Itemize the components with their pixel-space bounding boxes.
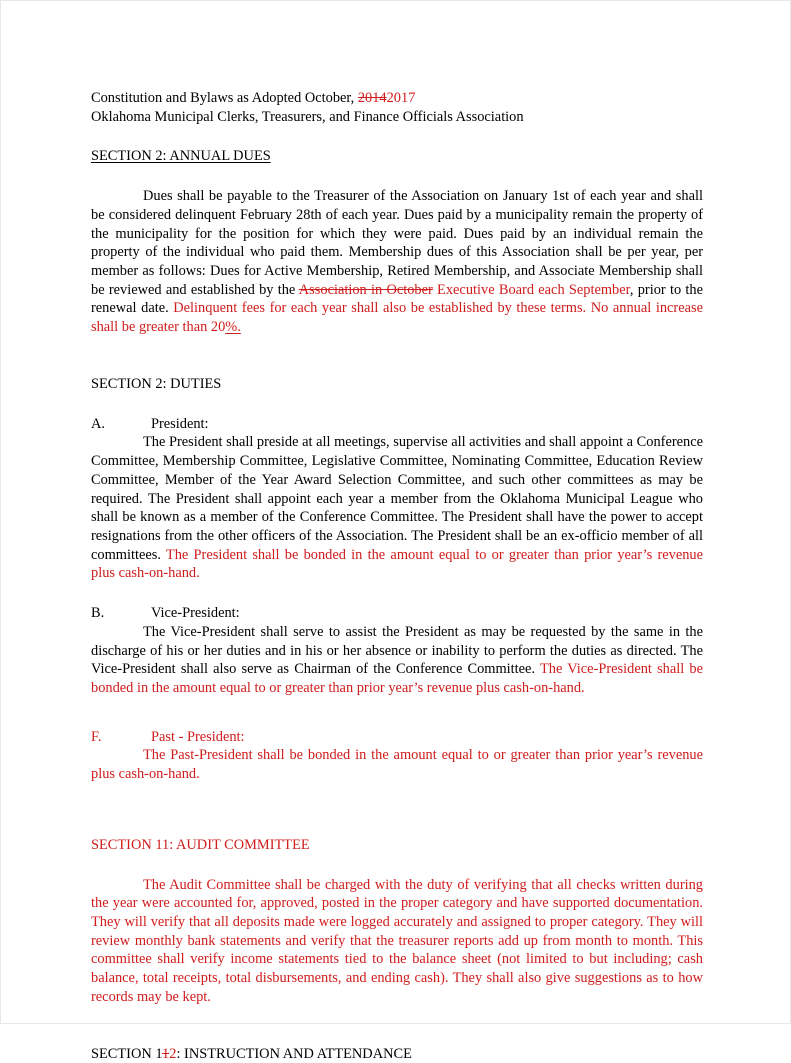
- document-header-line-1: [91, 89, 703, 108]
- duties-item-president-label: [91, 415, 703, 434]
- annual-dues-inserted-text: Executive Board each September: [432, 281, 630, 298]
- paragraph-past-president: [91, 746, 703, 783]
- heading-audit-committee-text: SECTION 11: AUDIT COMMITTEE: [91, 836, 310, 853]
- paragraph-president: [91, 433, 703, 583]
- spacer: [91, 822, 703, 836]
- spacer: [91, 1007, 703, 1045]
- heading-audit-committee: [91, 836, 703, 855]
- instruction-inserted-digit: 2: [169, 1045, 177, 1062]
- spacer: [91, 784, 703, 822]
- heading-instruction-attendance: [91, 1045, 703, 1063]
- heading-duties: SECTION 2: DUTIES: [91, 375, 222, 392]
- past-president-body-red: The Past-President shall be bonded in the amount equal to or greater than prior year’s revenue plus cash-on-hand.: [91, 747, 703, 783]
- spacer: [91, 166, 703, 187]
- item-letter: F.: [91, 728, 102, 745]
- spacer: [91, 855, 703, 876]
- president-body-black: The President shall preside at all meetings, supervise all activities and shall appoint a Conference Committee, Membership Committee, Legislative Committee, Nominating Committee, Education Review Committee, Member of the Year Award Selection Committee, and such other committees as may be required. The President shall appoint each year a member from the Oklahoma Municipal League who shall be known as a member of the Conference Committee. The President shall have the power to accept resignations from the other officers of the Association. The President shall be an ex-officio member of all committees.: [91, 434, 703, 563]
- paragraph-annual-dues: [91, 187, 703, 337]
- spacer: [91, 126, 703, 147]
- instruction-deleted-digit: 1: [162, 1045, 170, 1062]
- duties-item-past-president-label: [91, 728, 703, 747]
- spacer: [91, 698, 703, 728]
- annual-dues-deleted-text: Association in October: [298, 281, 433, 298]
- spacer: [91, 337, 703, 375]
- spacer: [91, 583, 703, 604]
- document-header-line-2: Oklahoma Municipal Clerks, Treasurers, and Finance Officials Association: [91, 108, 524, 125]
- instruction-heading-suffix: : INSTRUCTION AND ATTENDANCE: [176, 1045, 412, 1062]
- document-body: [91, 89, 703, 1063]
- duties-item-vice-president-label: [91, 604, 703, 623]
- item-title: Past - President:: [151, 728, 245, 745]
- annual-dues-body-part-2: , prior to the renewal date.: [91, 281, 704, 317]
- annual-dues-inserted-text-2: Delinquent fees for each year shall also be established by these terms. No annual increase shall be greater than 20: [91, 300, 703, 336]
- item-letter: A.: [91, 415, 105, 432]
- item-title: Vice-President:: [151, 605, 240, 622]
- item-title: President:: [151, 415, 209, 432]
- vice-president-body-red: The Vice-President shall be bonded in the amount equal to or greater than prior year’s revenue plus cash-on-hand.: [91, 661, 703, 696]
- president-body-red: The President shall be bonded in the amount equal to or greater than prior year’s revenue plus cash-on-hand.: [91, 546, 703, 582]
- spacer: [91, 394, 703, 415]
- paragraph-vice-president: [91, 623, 703, 698]
- instruction-heading-prefix: SECTION 1: [91, 1045, 163, 1062]
- item-letter: B.: [91, 605, 105, 622]
- annual-dues-body-part-1: Dues shall be payable to the Treasurer of the Association on January 1st of each year and shall be considered delinquent February 28th of each year. Dues paid by a municipality remain the property of the municipality for the position for which they were paid. Dues paid by an individual remain the property of the individual who paid them. Membership dues of this Association shall be per year, per member as follows: Dues for Active Membership, Retired Membership, and Associate Membership shall be reviewed and established by the: [91, 188, 703, 298]
- audit-committee-body: The Audit Committee shall be charged with the duty of verifying that all checks written during the year were accounted for, approved, posted in the proper category and have supported documentation. They will verify that all deposits made were logged accurately and assigned to proper category. They will review monthly bank statements and verify that the treasurer reports add up from month to month. This committee shall verify income statements tied to the balance sheet (not limited to but including; cash balance, total receipts, total disbursements, and ending cash). They shall also give suggestions as to how records may be kept.: [91, 876, 703, 1005]
- header-prefix-text: Constitution and Bylaws as Adopted October,: [91, 90, 358, 106]
- header-deleted-year: 2014: [357, 90, 387, 106]
- annual-dues-inserted-underlined: %.: [225, 319, 241, 336]
- heading-annual-dues: [91, 147, 703, 166]
- vice-president-body-black: The Vice-President shall serve to assist the President as may be requested by the same in the discharge of his or her duties and in his or her absence or inability to perform the duties as directed. The Vice-President shall also serve as Chairman of the Conference Committee.: [91, 623, 703, 678]
- heading-annual-dues-text: SECTION 2: ANNUAL DUES: [91, 148, 271, 165]
- header-inserted-year: 2017: [386, 90, 416, 106]
- paragraph-audit-committee: [91, 876, 703, 1007]
